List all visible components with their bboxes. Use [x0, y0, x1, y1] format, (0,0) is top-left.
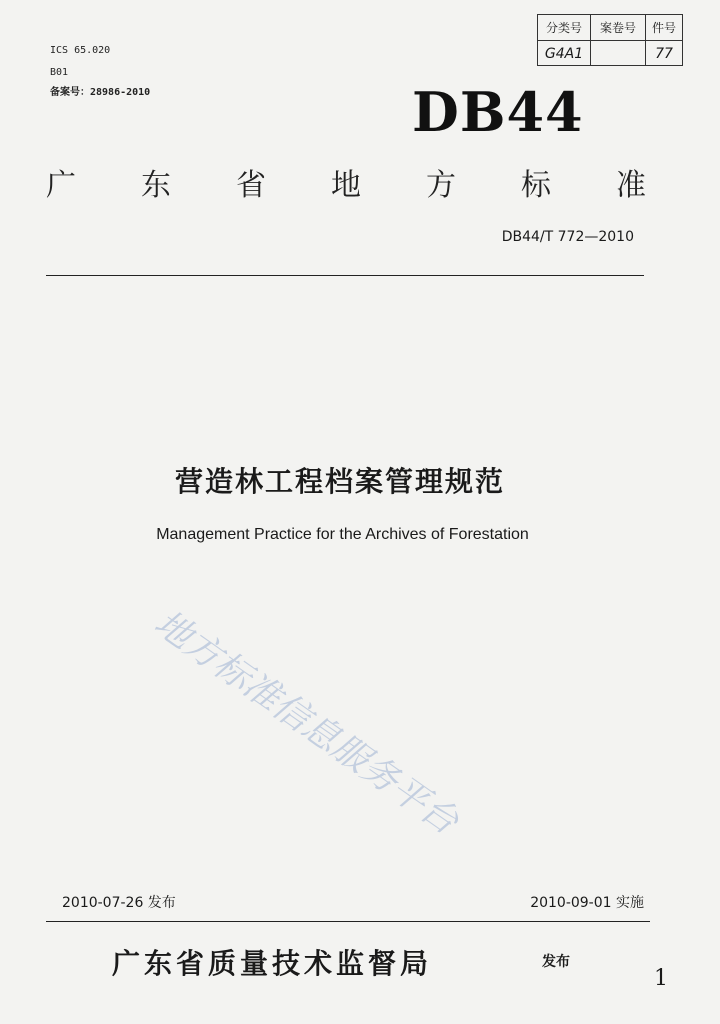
- stamp-value-category: G4A1: [538, 41, 591, 66]
- category-char: 广: [46, 168, 76, 203]
- document-title-en: Management Practice for the Archives of Forestation: [156, 526, 529, 543]
- stamp-value-row: [538, 40, 682, 66]
- issue-date: 2010-07-26 发布: [62, 895, 176, 911]
- standard-category: [46, 160, 646, 204]
- standard-number: DB44/T 772—2010: [501, 229, 634, 245]
- header-divider: [46, 275, 644, 276]
- issue-label: 发布: [542, 954, 570, 970]
- category-char: 省: [236, 168, 266, 203]
- footer-divider: [46, 921, 650, 922]
- category-char: 方: [426, 168, 456, 203]
- stamp-value-item: 77: [655, 45, 673, 62]
- watermark: 地方标准信息服务平台: [146, 602, 466, 843]
- issuing-authority: 广东省质量技术监督局: [112, 947, 433, 980]
- stamp-header-volume: 案卷号: [591, 15, 646, 40]
- ics-code: ICS 65.020: [50, 45, 111, 56]
- category-char: 标: [521, 168, 551, 203]
- archive-stamp: [537, 14, 683, 66]
- category-char: 东: [141, 168, 171, 203]
- stamp-header-item: 件号: [651, 21, 676, 35]
- category-char: 准: [616, 168, 646, 203]
- implementation-date: 2010-09-01 实施: [530, 895, 644, 911]
- ccs-code: B01: [50, 67, 69, 78]
- filing-number: 备案号：28986-2010: [50, 87, 151, 98]
- standard-code: DB44: [412, 80, 584, 144]
- stamp-value-volume: [591, 41, 646, 66]
- page-number: 1: [654, 966, 668, 991]
- stamp-header-category: 分类号: [538, 15, 591, 40]
- stamp-header-row: [538, 15, 682, 40]
- category-char: 地: [331, 168, 361, 203]
- document-title-cn: 营造林工程档案管理规范: [174, 465, 505, 498]
